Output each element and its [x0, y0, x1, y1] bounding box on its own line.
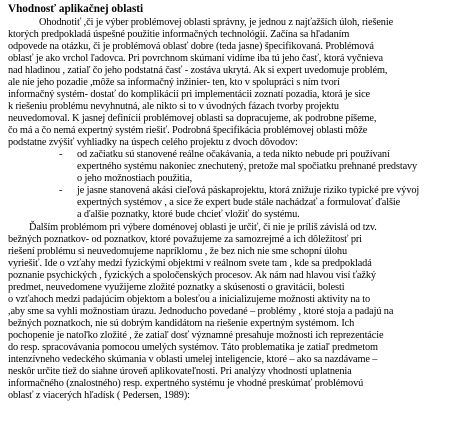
paragraph-line: o vzťahoch medzi padajúcim objektom a bolesťou a inicializujeme možnosti aktivity na to	[8, 294, 371, 305]
paragraph-line: bežných poznatkoch, nie sú dobrým kandidátom na riešenie expertným systémom. Ich	[8, 318, 355, 329]
paragraph-line: neuvedomoval. K jasnej definícii problémovej oblasti sa dopracujeme, ak podrobne píšeme,	[8, 113, 377, 124]
section-title: Vhodnosť aplikačnej oblasti	[8, 3, 144, 15]
paragraph-line: intenzívneho vedeckého skúmania v oblasti umelej inteligencie, ktoré – ako sa nazdávame –	[8, 354, 378, 365]
paragraph-line: informačný systém- dostať do komplikácií pri implementácii zoznatí pozadia, ktorá je sice	[8, 89, 371, 100]
paragraph-line: ale nie jeho pozadie ,môže sa informačný inžinier- ten, kto v spolupráci s ním tvorí	[8, 77, 340, 88]
paragraph-line: do resp. spracovávania pomocou umelých systémov. Táto problematika je zatiaľ predmetom	[8, 342, 378, 353]
paragraph-line: predmet, neuvedomene využijeme zložité poznatky a skúsenosti o gravitácii, bolesti	[8, 282, 345, 293]
paragraph-line: ktorých predpokladá úspešné použitie informačných technológií. Začína sa hľadaním	[8, 29, 350, 40]
list-bullet: -	[59, 149, 63, 160]
paragraph-line: ,aby sme sa vyhli možnostiam úrazu. Jednoducho povedané – problémy , ktoré stoja a padajú na	[8, 306, 394, 317]
paragraph-line: informačného (znalostného) resp. expertného systému je vhodné preskúmať problémovú	[8, 378, 364, 389]
list-item-line: je jasne stanovená akási cieľová páskaprojektu, ktorá znižuje riziko typické pre vývoj	[77, 185, 420, 196]
paragraph-line: podstatne zvýšiť vyhliadky na úspech celého projektu z dvoch dôvodov:	[8, 137, 298, 148]
paragraph-line: oblasť z viacerých hľadísk ( Pedersen, 1989):	[8, 390, 190, 401]
paragraph-line: pochopenie je natoľko zložité , že zatiaľ dosť významné presahuje možnosti ich reprezentácie	[8, 330, 384, 341]
list-item-line: od začiatku sú stanovené reálne očakávania, a teda nikto nebude pri používaní	[77, 149, 390, 160]
paragraph-line: Ďalším problémom pri výbere doménovej oblasti je určiť, či nie je príliš závislá od tzv.	[29, 222, 377, 233]
paragraph-line: oblasť je ako vrchol ľadovca. Pri povrchnom skúmaní vidíme iba tú jeho časť, ktorá vyčnieva	[8, 53, 383, 64]
paragraph-line: nad hladinou , zatiaľ čo jeho podstatná časť - zostáva ukrytá. Ak si expert uvedomuje problém,	[8, 65, 388, 76]
paragraph-line: riešení problému si neuvedomujeme napríklomu , že bez nich nie sme schopní úlohu	[8, 246, 347, 257]
list-item-line: expertných systémov , a sice že expert bude stále nachádzať a formulovať ďalšie	[77, 197, 401, 208]
paragraph-line: Ohodnotiť ,či je výber problémovej oblasti správny, je jednou z najťažších úloh, riešenie	[39, 17, 394, 28]
paragraph-line: odpovede na otázku, či je problémová oblasť dobre (teda jasne) špecifikovaná. Problémová	[8, 41, 374, 52]
list-item-line: a ďalšie poznatky, ktoré bude chcieť vložiť do systému.	[77, 209, 300, 220]
paragraph-line: bežných poznatkov- od poznatkov, ktoré považujeme za samozrejmé a ich dôležitosť pri	[8, 234, 362, 245]
list-item-line: expertného systému nakoniec znechutený, pretože mal spočiatku prehnané predstavy	[77, 161, 418, 172]
paragraph-line: k riešeniu problému nevyhnutná, ale nikto si to v úvodných fázach tvorby projektu	[8, 101, 339, 112]
paragraph-line: čo má a čo nemá expertný systém riešiť. Podrobná špecifikácia problémovej oblasti môže	[8, 125, 368, 136]
list-bullet: -	[59, 185, 63, 196]
paragraph-line: neskôr určite tiež do siahne úroveň aplikovateľnosti. Pri analýzy vhodnosti uplatnenia	[8, 366, 352, 377]
paragraph-line: poznanie psychických , fyzických a spoločenských procesov. Ak nám nad hlavou visí ťažký	[8, 270, 376, 281]
paragraph-line: vyriešiť. Ide o vzťahy medzi fyzickými objektmi v reálnom svete tam , kde sa predpokladá	[8, 258, 372, 269]
list-item-line: o jeho možnostiach použitia,	[77, 173, 193, 184]
